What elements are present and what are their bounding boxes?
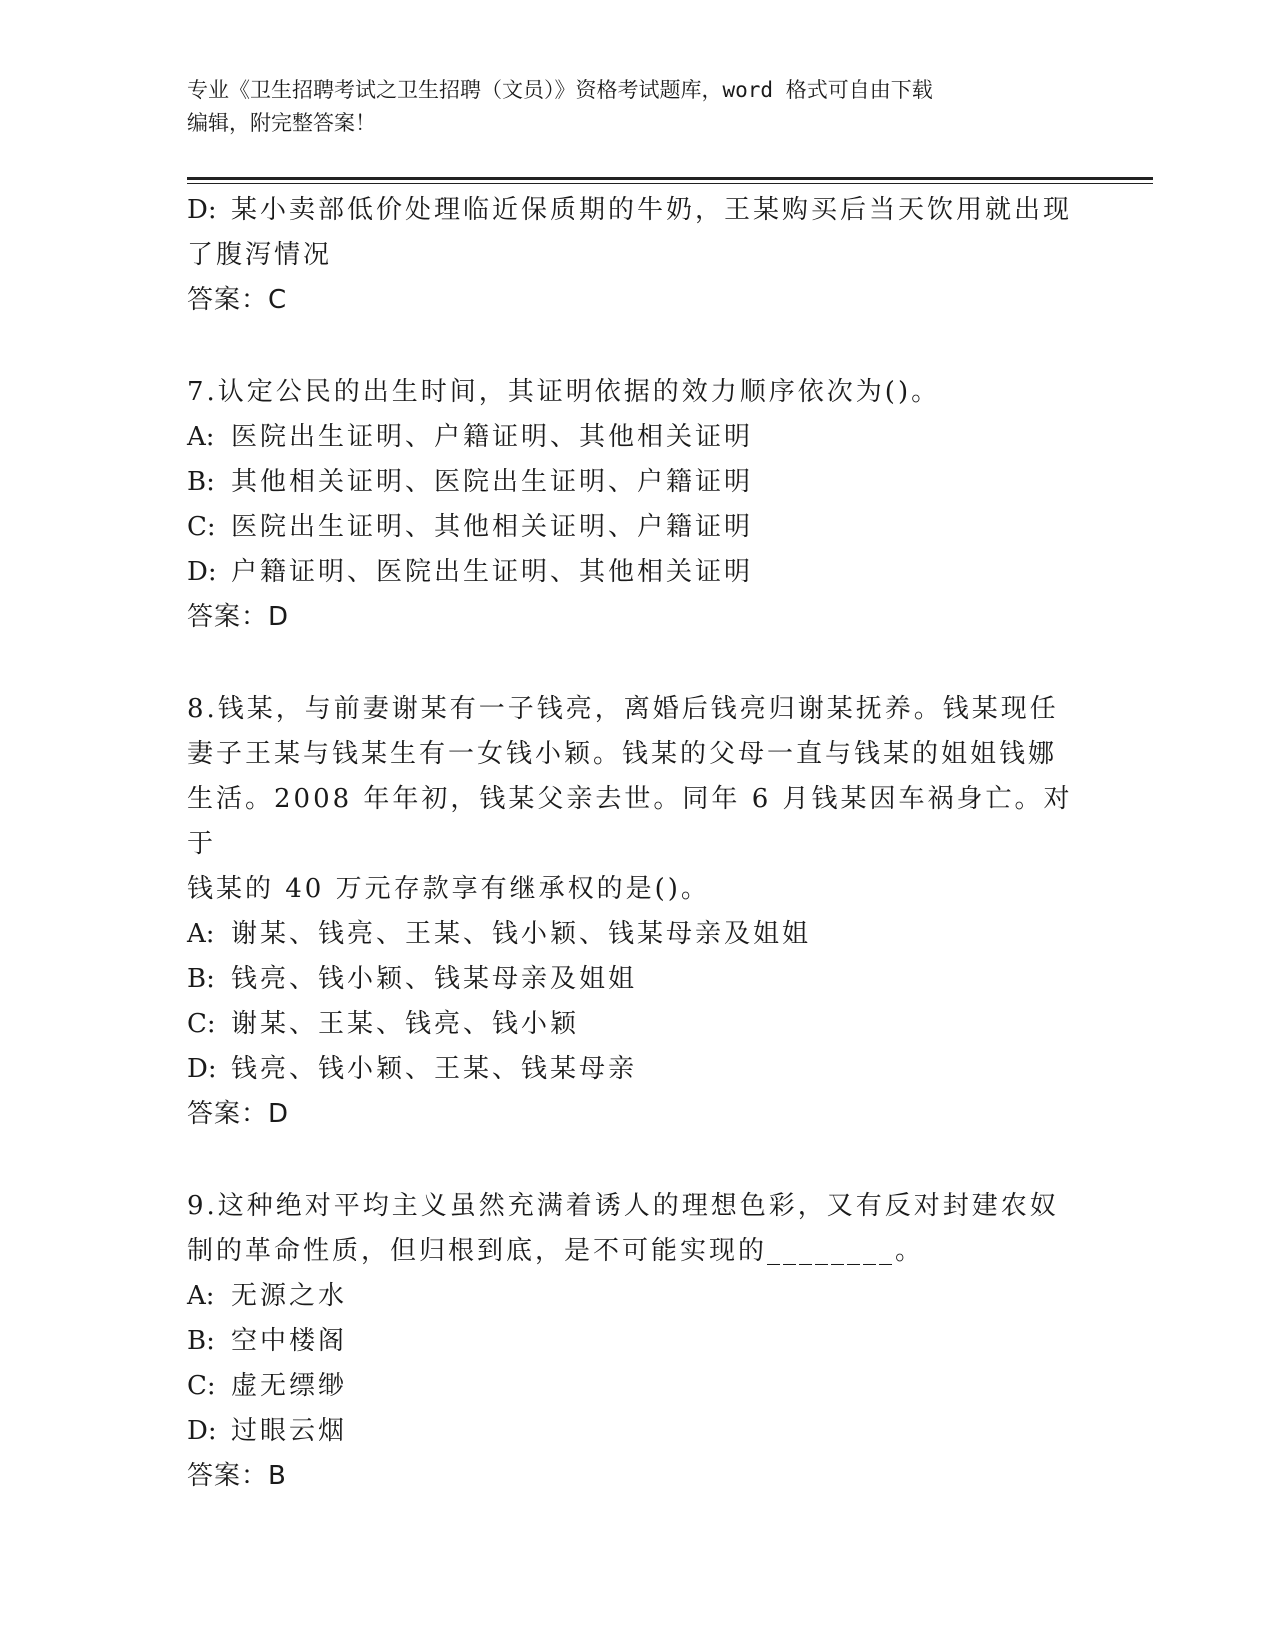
option-text: 医院出生证明、户籍证明、其他相关证明 [231,422,754,452]
option-letter: C: [187,1371,216,1401]
option-letter: D: [187,195,217,225]
continued-question [187,188,1087,323]
question-content [187,188,1087,1546]
option-text: 空中楼阁 [231,1326,348,1356]
question-text: 7.认定公民的出生时间，其证明依据的效力顺序依次为()。 [187,377,941,407]
option-letter: D: [187,1416,217,1446]
answer-line: 答案：D [187,602,290,632]
option-letter: B: [187,467,215,497]
option-text: 虚无缥缈 [231,1371,348,1401]
option-a [187,415,1087,460]
option-d [187,188,1087,233]
option-b [187,460,1087,505]
option-text: 医院出生证明、其他相关证明、户籍证明 [231,512,754,542]
option-d [187,1409,1087,1454]
option-d [187,1047,1087,1092]
option-text: 其他相关证明、医院出生证明、户籍证明 [231,467,754,497]
option-text: 过眼云烟 [231,1416,348,1446]
option-letter: A: [187,1281,215,1311]
option-letter: D: [187,557,217,587]
page-header [187,74,1067,140]
header-line-1: 专业《卫生招聘考试之卫生招聘（文员）》资格考试题库，word 格式可自由下载 [187,78,933,102]
option-b [187,1319,1087,1364]
option-a [187,912,1087,957]
question-9 [187,1184,1087,1499]
question-7 [187,370,1087,640]
option-text: 钱亮、钱小颖、王某、钱某母亲 [231,1054,638,1084]
option-text: 谢某、王某、钱亮、钱小颖 [231,1009,580,1039]
header-rule-thin [187,183,1153,184]
option-letter: A: [187,919,215,949]
answer-line: 答案：B [187,1461,287,1491]
header-rule-thick [187,177,1153,180]
option-b [187,957,1087,1002]
answer-line: 答案：D [187,1099,290,1129]
option-letter: C: [187,1009,216,1039]
option-text-continued: 了腹泻情况 [187,240,333,270]
option-text: 无源之水 [231,1281,348,1311]
option-c [187,1364,1087,1409]
question-text-line: 生活。2008 年年初，钱某父亲去世。同年 6 月钱某因车祸身亡。对于 [187,784,1073,859]
option-a [187,1274,1087,1319]
question-8 [187,687,1087,1137]
option-text: 某小卖部低价处理临近保质期的牛奶，王某购买后当天饮用就出现 [231,195,1073,225]
option-text: 谢某、钱亮、王某、钱小颖、钱某母亲及姐姐 [231,919,812,949]
option-letter: D: [187,1054,217,1084]
question-text-line: 9.这种绝对平均主义虽然充满着诱人的理想色彩，又有反对封建农奴 [187,1191,1059,1221]
option-d [187,550,1087,595]
option-letter: B: [187,1326,215,1356]
question-text-line: 8.钱某，与前妻谢某有一子钱亮，离婚后钱亮归谢某抚养。钱某现任 [187,694,1059,724]
option-text: 户籍证明、医院出生证明、其他相关证明 [231,557,754,587]
question-text-line: 制的革命性质，但归根到底，是不可能实现的________。 [187,1236,925,1266]
option-text: 钱亮、钱小颖、钱某母亲及姐姐 [231,964,638,994]
option-letter: A: [187,422,215,452]
question-text-line: 妻子王某与钱某生有一女钱小颖。钱某的父母一直与钱某的姐姐钱娜 [187,739,1058,769]
option-c [187,1002,1087,1047]
option-c [187,505,1087,550]
option-letter: B: [187,964,215,994]
option-letter: C: [187,512,216,542]
question-text-line: 钱某的 40 万元存款享有继承权的是()。 [187,874,710,904]
answer-line: 答案：C [187,285,288,315]
header-line-2: 编辑，附完整答案！ [187,111,376,135]
